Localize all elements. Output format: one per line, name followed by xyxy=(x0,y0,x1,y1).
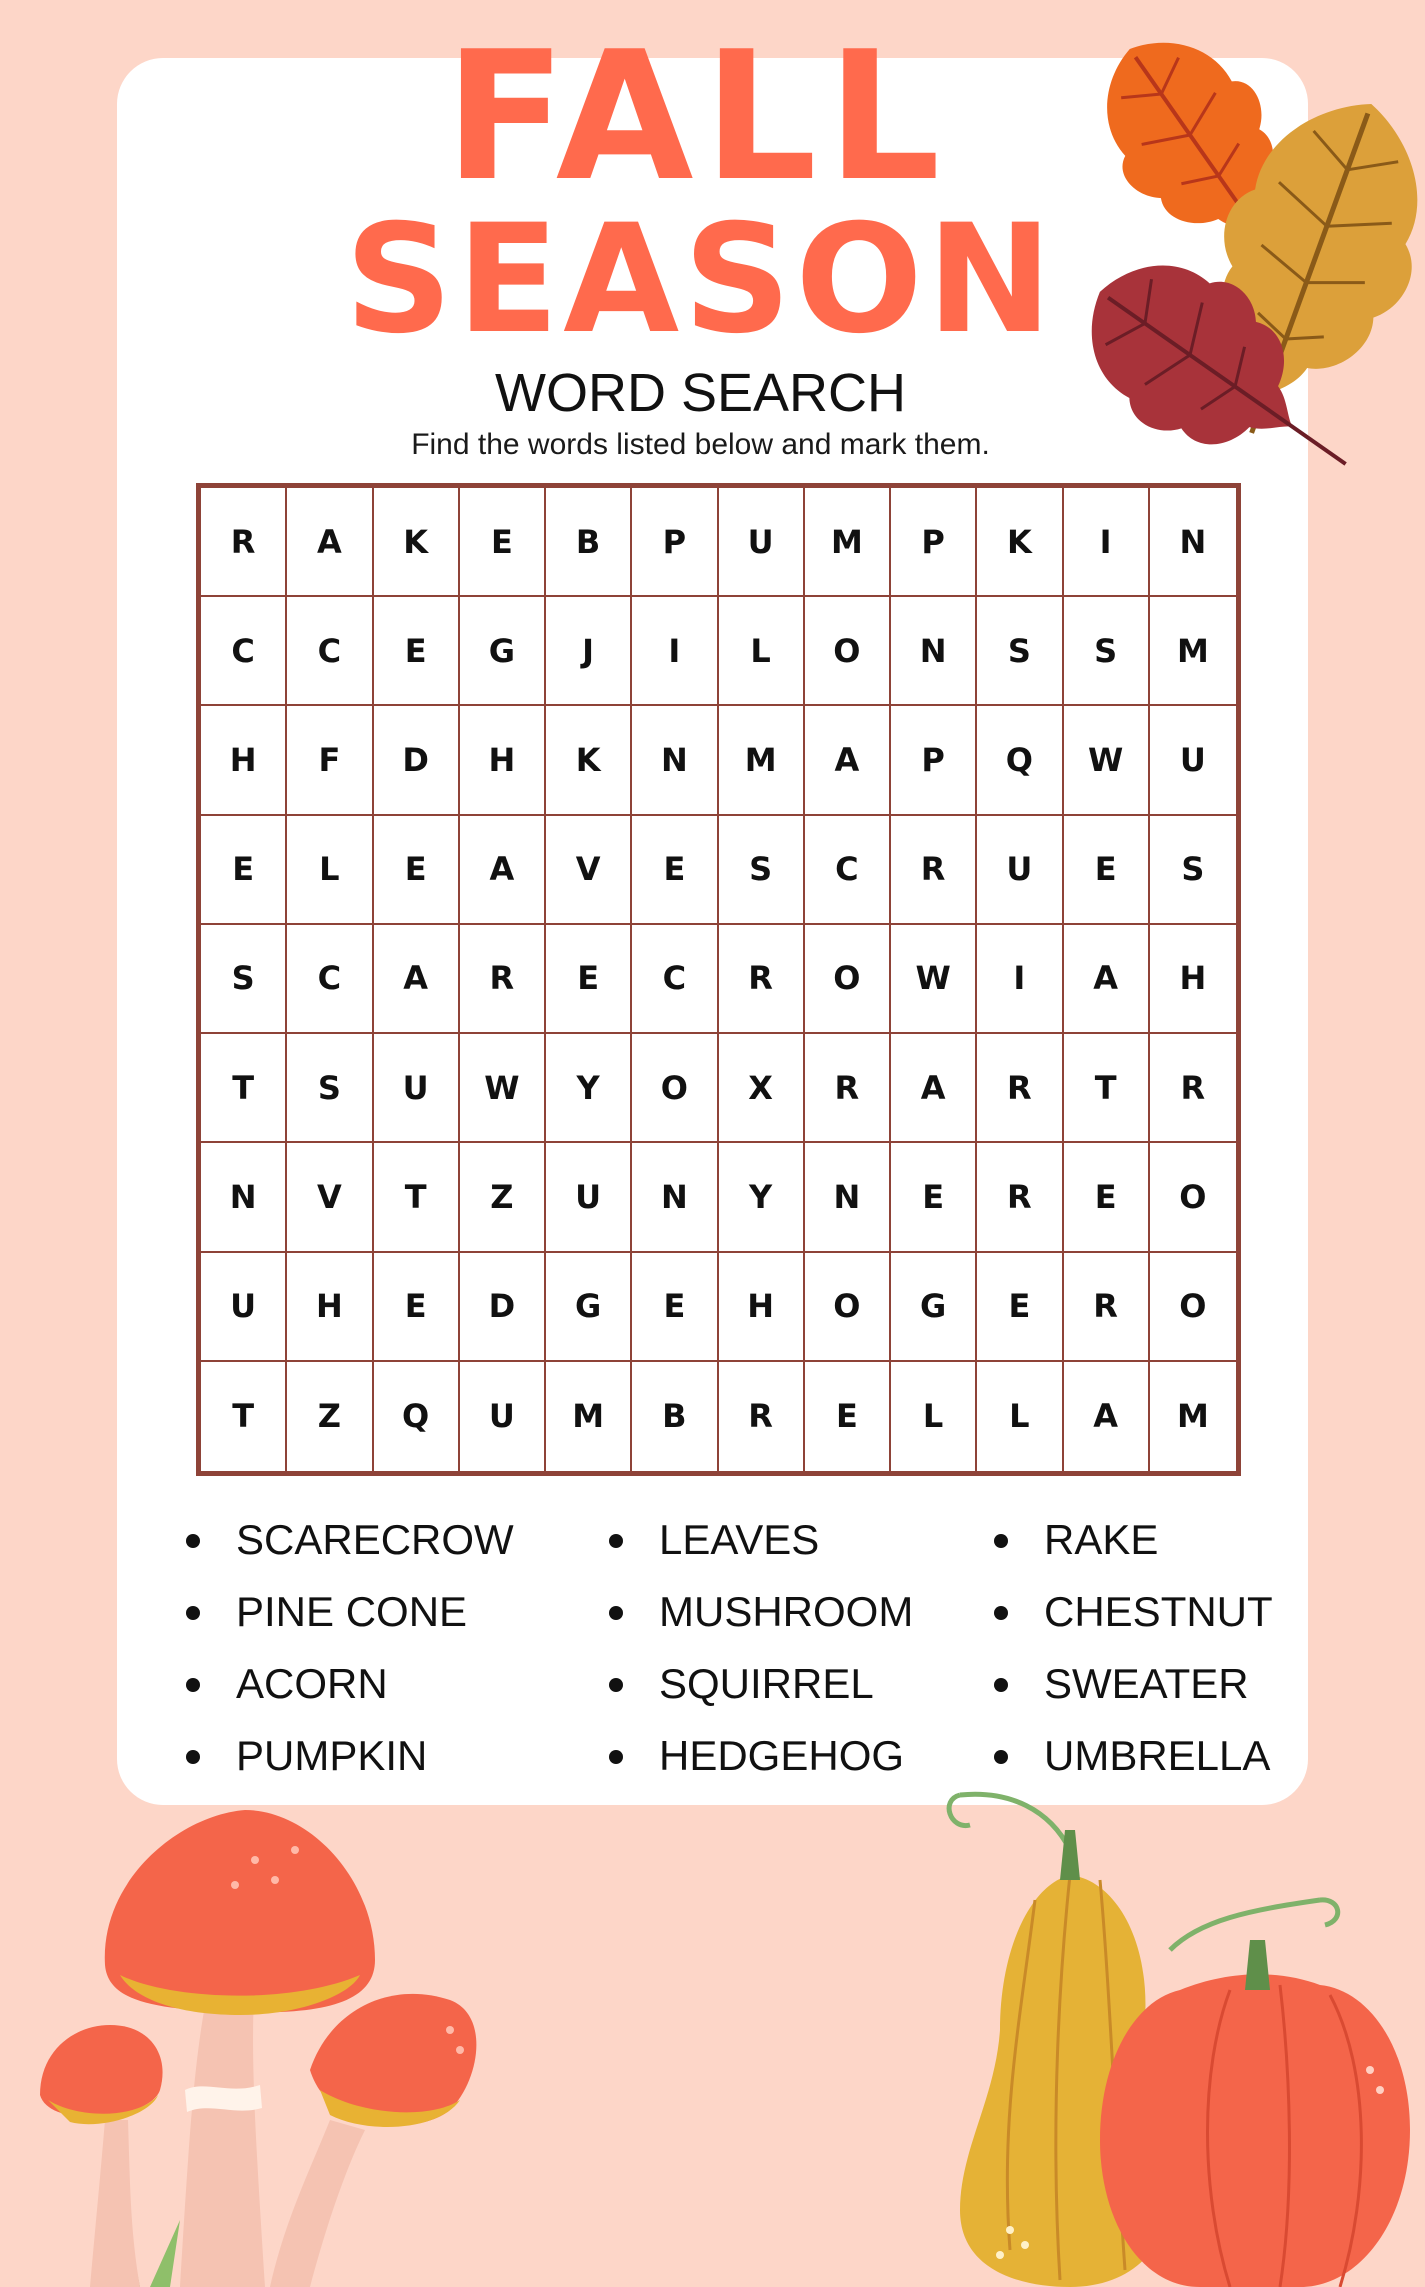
grid-cell: R xyxy=(1150,1034,1236,1143)
grid-cell: R xyxy=(201,488,287,597)
grid-cell: C xyxy=(287,597,373,706)
grid-cell: O xyxy=(805,925,891,1034)
grid-cell: O xyxy=(805,1253,891,1362)
grid-cell: R xyxy=(719,925,805,1034)
grid-cell: K xyxy=(546,706,632,815)
grid-cell: Q xyxy=(374,1362,460,1471)
grid-cell: A xyxy=(1064,1362,1150,1471)
grid-cell: A xyxy=(891,1034,977,1143)
grid-cell: R xyxy=(719,1362,805,1471)
grid-cell: L xyxy=(891,1362,977,1471)
bullet-icon xyxy=(609,1534,623,1548)
grid-cell: O xyxy=(632,1034,718,1143)
bullet-icon xyxy=(186,1534,200,1548)
word-item: CHESTNUT xyxy=(1044,1582,1273,1654)
grid-cell: A xyxy=(374,925,460,1034)
word-column-3 xyxy=(1044,1510,1273,1798)
grid-cell: O xyxy=(1150,1253,1236,1362)
grid-cell: W xyxy=(1064,706,1150,815)
grid-cell: V xyxy=(287,1143,373,1252)
word-item: PUMPKIN xyxy=(236,1726,514,1798)
pumpkins-icon xyxy=(900,1770,1425,2287)
grid-cell: N xyxy=(1150,488,1236,597)
grid-cell: T xyxy=(201,1362,287,1471)
grid-cell: H xyxy=(1150,925,1236,1034)
word-column-2 xyxy=(659,1510,913,1798)
grid-cell: U xyxy=(201,1253,287,1362)
grid-cell: S xyxy=(1150,816,1236,925)
bullet-icon xyxy=(994,1678,1008,1692)
subtitle: WORD SEARCH xyxy=(494,363,906,423)
grid-cell: T xyxy=(1064,1034,1150,1143)
grid-cell: U xyxy=(460,1362,546,1471)
word-item: ACORN xyxy=(236,1654,514,1726)
word-column-1 xyxy=(236,1510,514,1798)
grid-cell: E xyxy=(374,1253,460,1362)
grid-cell: L xyxy=(719,597,805,706)
bullet-icon xyxy=(994,1750,1008,1764)
grid-cell: J xyxy=(546,597,632,706)
grid-cell: Z xyxy=(460,1143,546,1252)
grid-cell: E xyxy=(201,816,287,925)
grid-cell: V xyxy=(546,816,632,925)
bullet-icon xyxy=(609,1750,623,1764)
grid-cell: L xyxy=(977,1362,1063,1471)
word-item: RAKE xyxy=(1044,1510,1273,1582)
grid-cell: X xyxy=(719,1034,805,1143)
bullet-icon xyxy=(994,1534,1008,1548)
grid-cell: E xyxy=(374,816,460,925)
grid-cell: I xyxy=(1064,488,1150,597)
bullet-icon xyxy=(186,1606,200,1620)
grid-cell: S xyxy=(201,925,287,1034)
word-item: SWEATER xyxy=(1044,1654,1273,1726)
grid-cell: L xyxy=(287,816,373,925)
grid-cell: D xyxy=(460,1253,546,1362)
grid-cell: E xyxy=(632,816,718,925)
grid-cell: M xyxy=(719,706,805,815)
word-item: PINE CONE xyxy=(236,1582,514,1654)
grid-cell: N xyxy=(632,706,718,815)
grid-cell: S xyxy=(1064,597,1150,706)
grid-cell: I xyxy=(977,925,1063,1034)
grid-cell: E xyxy=(977,1253,1063,1362)
grid-cell: G xyxy=(546,1253,632,1362)
word-item: MUSHROOM xyxy=(659,1582,913,1654)
bullet-icon xyxy=(609,1606,623,1620)
grid-cell: A xyxy=(1064,925,1150,1034)
grid-cell: S xyxy=(977,597,1063,706)
word-item: UMBRELLA xyxy=(1044,1726,1273,1798)
bullet-icon xyxy=(994,1606,1008,1620)
grid-cell: H xyxy=(460,706,546,815)
grid-cell: S xyxy=(287,1034,373,1143)
grid-cell: T xyxy=(374,1143,460,1252)
grid-cell: E xyxy=(546,925,632,1034)
grid-cell: R xyxy=(460,925,546,1034)
grid-cell: Y xyxy=(546,1034,632,1143)
grid-cell: F xyxy=(287,706,373,815)
grid-cell: M xyxy=(546,1362,632,1471)
grid-cell: U xyxy=(719,488,805,597)
grid-cell: R xyxy=(977,1143,1063,1252)
grid-cell: H xyxy=(719,1253,805,1362)
grid-cell: O xyxy=(805,597,891,706)
grid-cell: P xyxy=(632,488,718,597)
title-line-2: SEASON xyxy=(344,193,1057,367)
grid-cell: E xyxy=(1064,816,1150,925)
grid-cell: N xyxy=(632,1143,718,1252)
word-item: SCARECROW xyxy=(236,1510,514,1582)
grid-cell: A xyxy=(287,488,373,597)
grid-cell: G xyxy=(891,1253,977,1362)
grid-cell: P xyxy=(891,488,977,597)
grid-cell: R xyxy=(977,1034,1063,1143)
grid-cell: A xyxy=(805,706,891,815)
instruction-text: Find the words listed below and mark them. xyxy=(411,428,990,461)
grid-cell: E xyxy=(1064,1143,1150,1252)
grid-cell: C xyxy=(201,597,287,706)
grid-cell: W xyxy=(891,925,977,1034)
grid-cell: E xyxy=(374,597,460,706)
grid-cell: D xyxy=(374,706,460,815)
grid-cell: K xyxy=(374,488,460,597)
mushrooms-icon xyxy=(30,1790,500,2287)
grid-cell: G xyxy=(460,597,546,706)
word-item: SQUIRREL xyxy=(659,1654,913,1726)
grid-cell: Z xyxy=(287,1362,373,1471)
title-line-1: FALL xyxy=(444,13,951,220)
grid-cell: R xyxy=(891,816,977,925)
grid-cell: C xyxy=(632,925,718,1034)
grid-cell: E xyxy=(460,488,546,597)
grid-cell: A xyxy=(460,816,546,925)
grid-cell: N xyxy=(201,1143,287,1252)
grid-cell: U xyxy=(1150,706,1236,815)
grid-cell: E xyxy=(891,1143,977,1252)
letter-grid xyxy=(196,483,1241,1476)
bullet-icon xyxy=(186,1678,200,1692)
word-item: LEAVES xyxy=(659,1510,913,1582)
grid-cell: B xyxy=(546,488,632,597)
grid-cell: M xyxy=(1150,597,1236,706)
grid-cell: C xyxy=(805,816,891,925)
grid-cell: Q xyxy=(977,706,1063,815)
bullet-icon xyxy=(609,1678,623,1692)
grid-cell: B xyxy=(632,1362,718,1471)
grid-cell: P xyxy=(891,706,977,815)
grid-cell: T xyxy=(201,1034,287,1143)
grid-cell: U xyxy=(977,816,1063,925)
grid-cell: Y xyxy=(719,1143,805,1252)
word-item: HEDGEHOG xyxy=(659,1726,913,1798)
word-list xyxy=(0,1510,1425,1790)
grid-cell: R xyxy=(805,1034,891,1143)
grid-cell: M xyxy=(1176,1397,1209,1436)
grid-cell: N xyxy=(891,597,977,706)
grid-cell: U xyxy=(546,1143,632,1252)
grid-cell: W xyxy=(460,1034,546,1143)
grid-cell: R xyxy=(1064,1253,1150,1362)
grid-cell: E xyxy=(805,1362,891,1471)
grid-cell: U xyxy=(374,1034,460,1143)
grid-cell: H xyxy=(201,706,287,815)
grid-cell: O xyxy=(1150,1143,1236,1252)
bullet-icon xyxy=(186,1750,200,1764)
grid-cell: H xyxy=(287,1253,373,1362)
grid-cell: C xyxy=(287,925,373,1034)
grid-cell: K xyxy=(977,488,1063,597)
grid-cell: S xyxy=(719,816,805,925)
grid-cell: I xyxy=(632,597,718,706)
grid-cell: N xyxy=(805,1143,891,1252)
grid-cell: E xyxy=(632,1253,718,1362)
grid-cell: M xyxy=(805,488,891,597)
